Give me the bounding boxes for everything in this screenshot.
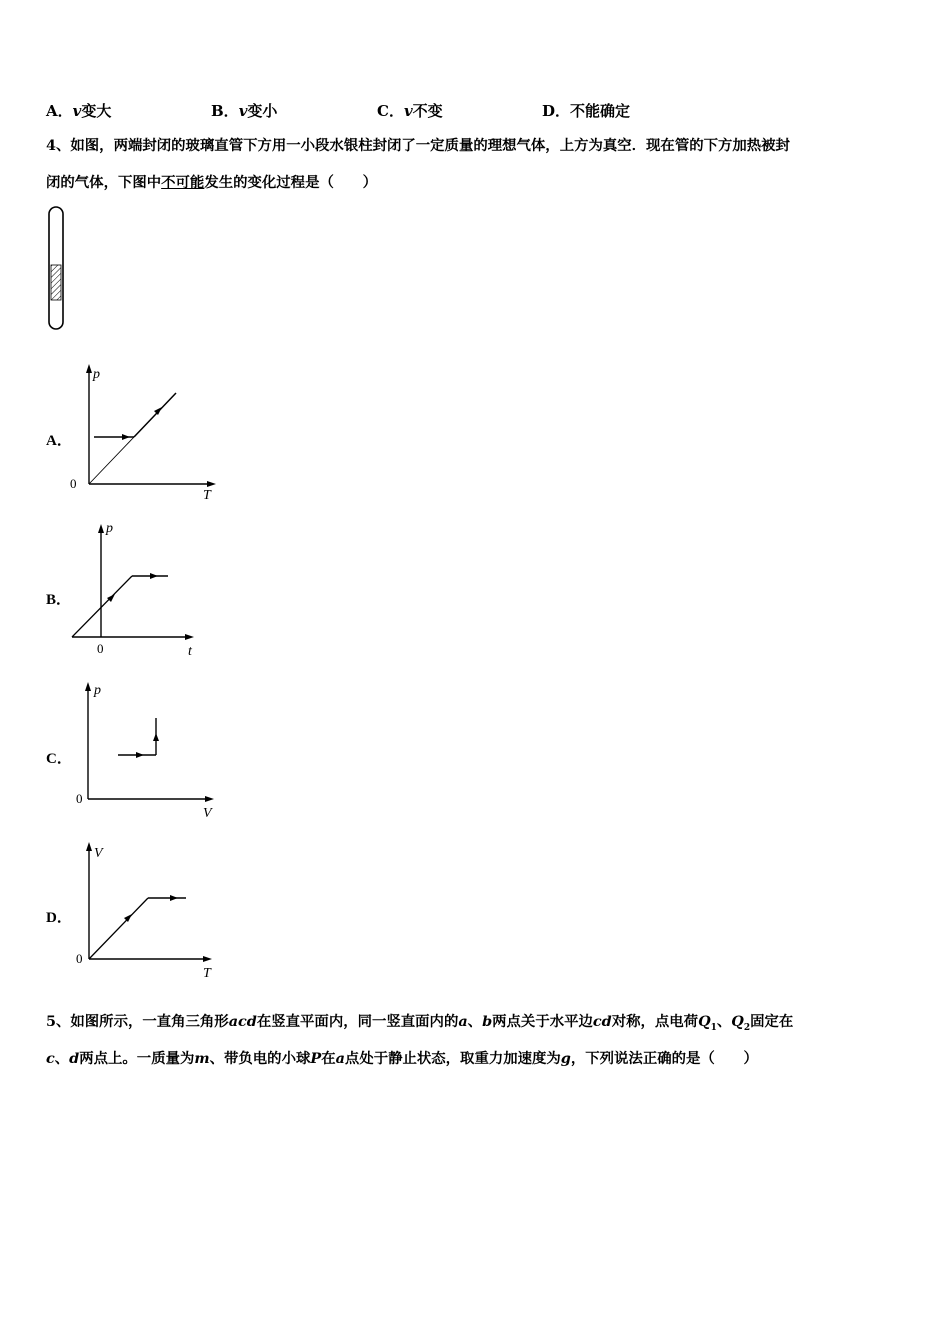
option-var: v: [403, 102, 413, 120]
q5-subscript: 1: [710, 1022, 717, 1033]
option-letter: A．: [46, 102, 73, 120]
q5-stem-line1: [46, 1012, 793, 1038]
q5-text: 在: [321, 1050, 336, 1067]
option-letter: B．: [211, 102, 239, 120]
q5-var: g: [560, 1050, 571, 1067]
y-axis-label: p: [106, 521, 113, 536]
q4-option-b-label: B．: [46, 592, 72, 608]
q5-stem-line2: [46, 1049, 758, 1069]
q5-text: 固定在: [750, 1013, 794, 1030]
origin-label: 0: [76, 791, 83, 806]
q5-var: m: [194, 1050, 210, 1067]
q4-stem-pre: 闭的气体，下图中: [46, 174, 162, 191]
option-var: v: [238, 102, 248, 120]
x-axis-label: t: [188, 644, 192, 659]
q5-text: 两点上。一质量为: [79, 1050, 195, 1067]
q4-option-a-label: A．: [46, 433, 72, 449]
x-axis-label: V: [203, 806, 212, 821]
q5-var: acd: [228, 1013, 257, 1030]
q5-text: 对称，点电荷: [611, 1013, 699, 1030]
q5-text: 点处于静止状态，取重力加速度为: [344, 1050, 561, 1067]
q3-option-a: [46, 101, 111, 121]
origin-label: 0: [70, 476, 77, 491]
origin-label: 0: [76, 951, 83, 966]
mercury-column: [51, 265, 61, 300]
q4-option-c-label: C．: [46, 751, 72, 767]
q4-graph-a: [70, 360, 230, 510]
q3-option-c: [377, 101, 443, 121]
q3-option-b: [211, 101, 277, 121]
y-axis-label: p: [93, 367, 100, 382]
q5-var: b: [482, 1013, 493, 1030]
glass-tube-figure: [44, 205, 70, 333]
q4-graph-b: [70, 518, 230, 663]
q5-var: a: [458, 1013, 468, 1030]
origin-label: 0: [97, 641, 104, 656]
q4-graph-c: [70, 678, 230, 828]
q5-text: 两点关于水平边: [492, 1013, 593, 1030]
q5-text: 、带负电的小球: [209, 1050, 311, 1067]
q4-stem-line2: [46, 173, 377, 193]
q3-option-d: [542, 101, 630, 121]
y-axis-label: p: [94, 683, 101, 698]
q5-var: Q: [731, 1013, 744, 1030]
q5-text: 、: [716, 1013, 732, 1030]
q5-text: 在竖直平面内，同一竖直面内的: [256, 1013, 459, 1030]
q5-var: P: [310, 1050, 322, 1067]
q5-text: ，下列说法正确的是（ ）: [570, 1050, 758, 1067]
q4-option-d-label: D．: [46, 910, 72, 926]
option-letter: C．: [377, 102, 404, 120]
q4-graph-d: [70, 838, 230, 988]
option-letter: D．: [542, 102, 571, 120]
x-axis-label: T: [203, 488, 211, 503]
q5-text: 、: [467, 1013, 483, 1030]
q5-var: a: [335, 1050, 345, 1067]
q5-var: c: [46, 1050, 55, 1067]
q4-stem-line1: 4、如图，两端封闭的玻璃直管下方用一小段水银柱封闭了一定质量的理想气体，上方为真空．现在管的下方加热被封: [46, 137, 790, 154]
option-text: 不变: [412, 102, 443, 120]
q4-stem-post: 发生的变化过程是（ ）: [204, 174, 378, 191]
q5-text: 5、如图所示，一直角三角形: [46, 1013, 229, 1030]
q5-text: 、: [54, 1050, 70, 1067]
option-text: 不能确定: [570, 102, 631, 120]
q5-var: cd: [592, 1013, 612, 1030]
q5-var: Q: [698, 1013, 711, 1030]
option-text: 变大: [81, 102, 112, 120]
q5-var: d: [69, 1050, 80, 1067]
option-var: v: [72, 102, 82, 120]
x-axis-label: T: [203, 966, 211, 981]
option-text: 变小: [247, 102, 278, 120]
q4-stem-underlined: 不可能: [161, 174, 205, 191]
q5-subscript: 2: [743, 1022, 751, 1033]
y-axis-label: V: [94, 846, 103, 861]
